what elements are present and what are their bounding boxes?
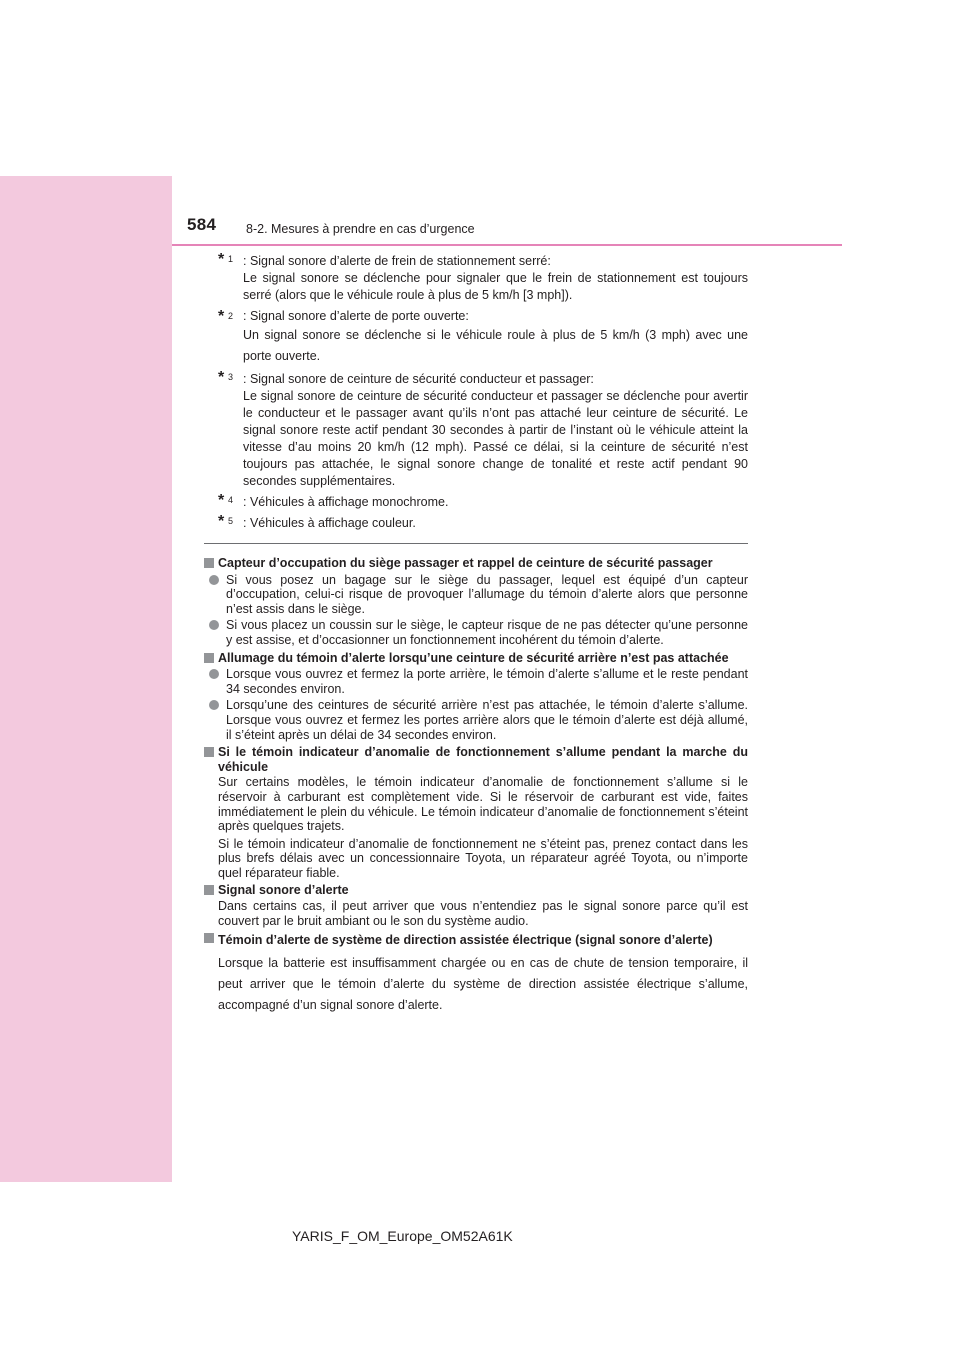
list-item-text: Lorsque vous ouvrez et fermez la porte arrière, le témoin d’alerte s’allume et le reste pendant 34 secondes environ. — [226, 667, 748, 696]
footnote-number: 1 — [228, 254, 234, 264]
footnote-number: 4 — [228, 495, 234, 505]
list-item — [204, 667, 748, 696]
list-item-text: Si vous placez un coussin sur le siège, le capteur risque de ne pas détecter qu’une personne y est assise, et d’occasionner un fonctionnement incohérent du témoin d’alerte. — [226, 618, 748, 647]
section-heading: Si le témoin indicateur d’anomalie de fonctionnement s’allume pendant la marche du véhicule — [218, 745, 748, 774]
footnote-number: 2 — [228, 311, 234, 321]
footnote-1 — [218, 253, 748, 304]
footnote-2 — [218, 308, 748, 367]
footnote-body: Le signal sonore de ceinture de sécurité conducteur et passager se déclenche pour avertir le conducteur et le passager avant qu’ils n’ont pas attaché leur ceinture de sécurité. Le signal sonore reste actif pendant 30 secondes à partir de l’instant où le véhicule atteint la vitesse d’au moins 20 km/h (12 mph). Passé ce délai, si la ceinture de sécurité n’est toujours pas attachée, le signal sonore change de tonalité et reste actif pendant 90 secondes supplémentaires. — [243, 389, 748, 488]
list-item — [204, 618, 748, 647]
section-title: 8-2. Mesures à prendre en cas d’urgence — [246, 222, 475, 236]
footnote-body: Un signal sonore se déclenche si le véhicule roule à plus de 5 km/h (3 mph) avec une porte ouverte. — [243, 328, 748, 363]
footnote-heading: : Véhicules à affichage couleur. — [243, 516, 416, 530]
square-bullet-icon — [204, 933, 214, 943]
section-paragraph: Dans certains cas, il peut arriver que vous n’entendiez pas le signal sonore parce qu’il est couvert par le bruit ambiant ou le son du système audio. — [218, 899, 748, 928]
footnote-body: Le signal sonore se déclenche pour signaler que le frein de stationnement est toujours serré (alors que le véhicule roule à plus de 5 km/h [3 mph]). — [243, 271, 748, 302]
page-number: 584 — [187, 215, 217, 234]
footnote-3 — [218, 371, 748, 490]
document-code: YARIS_F_OM_Europe_OM52A61K — [292, 1228, 513, 1244]
section-heading: Allumage du témoin d’alerte lorsqu’une ceinture de sécurité arrière n’est pas attachée — [218, 650, 729, 665]
square-bullet-icon — [204, 885, 214, 895]
footnote-4 — [218, 494, 748, 511]
circle-bullet-icon — [209, 620, 219, 630]
list-item-text: Si vous posez un bagage sur le siège du passager, lequel est équipé d’un capteur d’occupation, celui-ci risque de provoquer l’allumage du témoin d’alerte alors que personne n’est assis dans le siège. — [226, 572, 748, 616]
section-paragraph: Lorsque la batterie est insuffisamment chargée ou en cas de chute de tension temporaire, il peut arriver que le témoin d’alerte du système de direction assistée électrique s’allume, accompagné d’un signal sonore d’alerte. — [218, 956, 748, 1013]
footnote-asterisk: * — [218, 251, 225, 268]
section-heading: Signal sonore d’alerte — [218, 883, 349, 898]
section-malfunction-indicator — [204, 745, 748, 880]
footnote-asterisk: * — [218, 492, 225, 509]
square-bullet-icon — [204, 653, 214, 663]
footnotes — [218, 253, 748, 536]
section-power-steering — [204, 931, 748, 1016]
circle-bullet-icon — [209, 669, 219, 679]
square-bullet-icon — [204, 558, 214, 568]
section-heading: Témoin d’alerte de système de direction assistée électrique (signal sonore d’alerte) — [218, 933, 713, 948]
list-item-text: Lorsqu’une des ceintures de sécurité arrière n’est pas attachée, le témoin d’alerte s’allume. Lorsque vous ouvrez et fermez les portes arrière alors que le témoin d’alerte est déjà allumé, il s’éteint après un délai de 34 secondes environ. — [226, 698, 748, 742]
section-paragraph: Sur certains modèles, le témoin indicateur d’anomalie de fonctionnement s’allume si le réservoir à carburant est complètement vide. Si le réservoir de carburant est vide, faites immédiatement le plein du véhicule. Le témoin indicateur d’anomalie de fonctionnement s’éteint après quelques trajets. — [218, 775, 748, 834]
circle-bullet-icon — [209, 575, 219, 585]
section-heading: Capteur d’occupation du siège passager et rappel de ceinture de sécurité passager — [218, 556, 713, 570]
chapter-sidebar-band — [0, 176, 172, 1182]
footnote-asterisk: * — [218, 369, 225, 386]
section-passenger-occupancy — [204, 556, 748, 648]
notes-content — [204, 556, 748, 1019]
footnote-heading: : Véhicules à affichage monochrome. — [243, 495, 449, 509]
circle-bullet-icon — [209, 700, 219, 710]
footnote-heading: : Signal sonore de ceinture de sécurité conducteur et passager: — [243, 372, 594, 386]
list-item — [204, 573, 748, 617]
footnote-asterisk: * — [218, 308, 225, 325]
section-warning-buzzer — [204, 883, 748, 928]
section-divider — [204, 543, 748, 544]
section-paragraph: Si le témoin indicateur d’anomalie de fonctionnement ne s’éteint pas, prenez contact dans les plus brefs délais avec un concessionnaire Toyota, un réparateur agréé Toyota, ou n’importe quel réparateur fiable. — [218, 836, 748, 880]
header-rule — [172, 244, 842, 246]
footnote-5 — [218, 515, 748, 532]
footnote-asterisk: * — [218, 513, 225, 530]
square-bullet-icon — [204, 747, 214, 757]
footnote-number: 5 — [228, 516, 234, 526]
footnote-heading: : Signal sonore d’alerte de porte ouverte: — [243, 309, 469, 323]
list-item — [204, 698, 748, 742]
footnote-heading: : Signal sonore d’alerte de frein de stationnement serré: — [243, 254, 551, 268]
section-rear-seatbelt — [204, 651, 748, 743]
footnote-number: 3 — [228, 372, 234, 382]
